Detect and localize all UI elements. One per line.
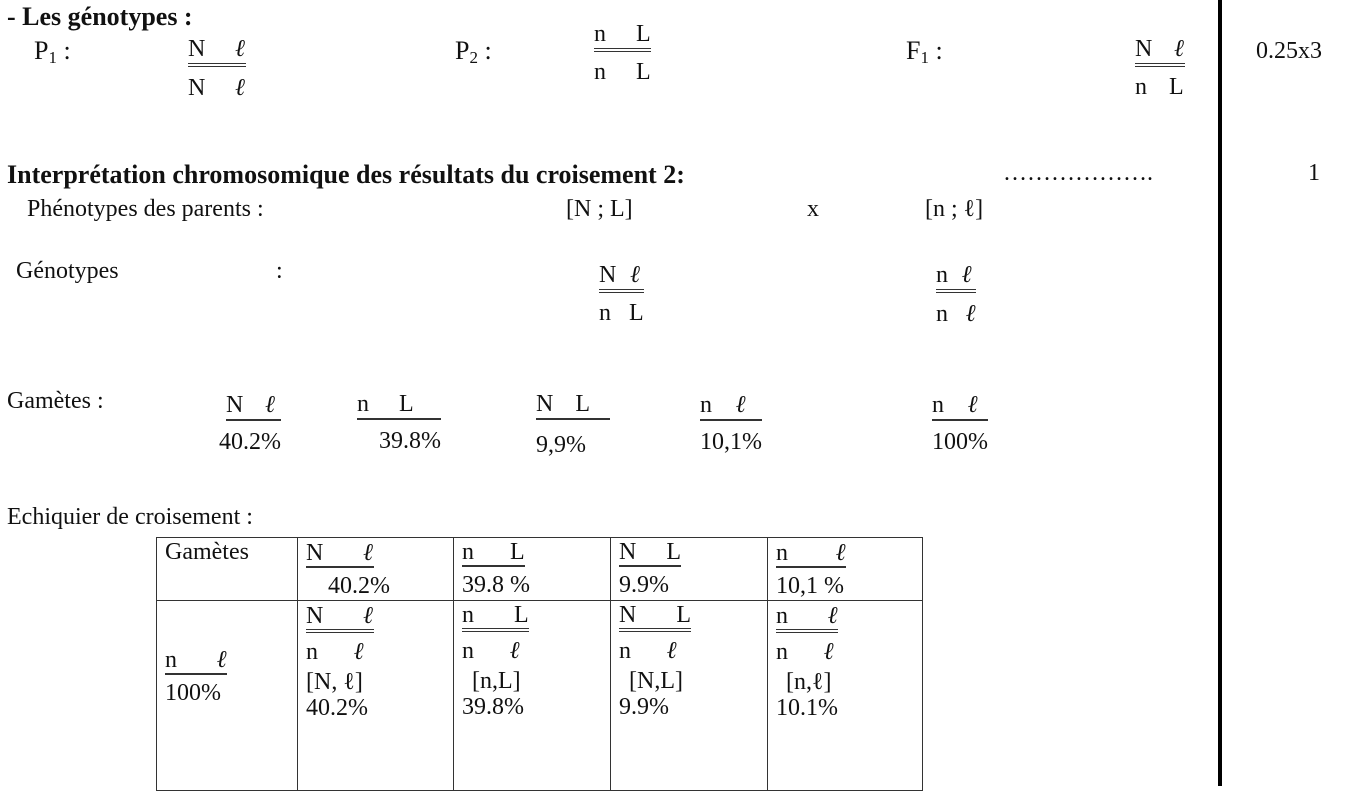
allele: n [1135, 74, 1147, 100]
allele: n [776, 603, 788, 629]
table-header-cell [298, 538, 454, 601]
answer-dots: ………………. [1003, 160, 1153, 186]
allele: n [462, 638, 474, 664]
allele: ℓ [824, 636, 835, 665]
table-corner-cell [157, 538, 298, 601]
allele: L [514, 602, 529, 628]
allele: ℓ [630, 259, 641, 288]
table-header-cell [611, 538, 768, 601]
f1-subscript: 1 [920, 48, 929, 67]
allele: L [629, 300, 644, 326]
allele: n [932, 392, 944, 418]
allele: n [619, 638, 631, 664]
allele: ℓ [836, 537, 847, 566]
allele: ℓ [265, 389, 276, 418]
header-percent: 40.2% [328, 573, 390, 599]
gamete-percent: 100% [932, 429, 988, 455]
allele: N [619, 602, 637, 628]
allele: L [666, 539, 682, 565]
allele: L [636, 59, 651, 85]
score-genotypes: 0.25x3 [1256, 38, 1322, 64]
cross-symbol: x [807, 196, 819, 222]
allele: n [462, 602, 474, 628]
allele: n [776, 639, 788, 665]
phenotype-parent1: [N ; L] [566, 196, 633, 222]
allele: N [599, 262, 617, 288]
margin-separator-line [1218, 0, 1222, 786]
allele: ℓ [510, 635, 521, 664]
allele: n [936, 262, 948, 288]
phenotypes-label: Phénotypes des parents : [27, 196, 264, 222]
offspring-phenotype: [N, ℓ] [306, 669, 363, 695]
allele: ℓ [828, 600, 839, 629]
gametes-label: Gamètes : [7, 388, 104, 414]
offspring-phenotype: [n,ℓ] [786, 669, 832, 695]
allele: N [188, 36, 206, 62]
offspring-percent: 10.1% [776, 695, 838, 721]
genotype-parent1 [599, 259, 644, 326]
table-header-row [157, 538, 923, 601]
allele: n [594, 21, 606, 47]
allele: ℓ [966, 298, 977, 327]
interpretation-heading: Interprétation chromosomique des résultats du croisement 2: [7, 160, 685, 189]
allele: ℓ [235, 72, 246, 101]
gamete-1 [219, 389, 281, 455]
offspring-percent: 9.9% [619, 694, 669, 720]
f1-colon: : [928, 36, 943, 65]
gamete-2 [357, 392, 441, 453]
corner-label: Gamètes [165, 539, 249, 565]
allele: L [575, 391, 591, 417]
allele: N [226, 392, 244, 418]
allele: ℓ [354, 636, 365, 665]
phenotype-parent2 [925, 196, 983, 223]
allele: ℓ [363, 600, 374, 629]
allele: L [1169, 74, 1184, 100]
allele: n [306, 639, 318, 665]
gamete-percent: 40.2% [219, 429, 281, 455]
p1-letter: P [34, 36, 49, 65]
offspring-percent: 39.8% [462, 694, 524, 720]
allele: N [306, 603, 324, 629]
offspring-phenotype: [N,L] [629, 668, 683, 694]
allele: n [936, 301, 948, 327]
p1-label [34, 36, 71, 68]
p2-label [455, 36, 492, 68]
allele: L [636, 21, 651, 47]
allele: L [676, 602, 692, 628]
genotypes-heading: - Les génotypes : [7, 2, 193, 31]
genotypes-label: Génotypes [16, 258, 119, 284]
header-percent: 9.9% [619, 572, 669, 598]
f1-label [906, 36, 943, 68]
allele: ℓ [363, 537, 374, 566]
allele: ℓ [962, 259, 973, 288]
gamete-percent: 39.8% [379, 428, 441, 454]
p2-genotype [594, 22, 651, 84]
allele: N [188, 75, 206, 101]
allele: N [536, 391, 554, 417]
allele: n [165, 647, 177, 673]
allele: n [357, 391, 369, 417]
gamete-3 [536, 392, 610, 457]
p1-colon: : [56, 36, 71, 65]
allele: n [700, 392, 712, 418]
allele: n [599, 300, 611, 326]
table-cell-offspring [454, 601, 611, 791]
f1-genotype [1135, 33, 1185, 100]
allele: L [399, 391, 414, 417]
f1-letter: F [906, 36, 921, 65]
header-percent: 39.8 % [462, 572, 530, 598]
allele: ℓ [968, 389, 979, 418]
allele: n [462, 539, 474, 565]
p2-subscript: 2 [469, 48, 478, 67]
allele: N [1135, 36, 1153, 62]
genotypes-colon: : [276, 258, 283, 284]
gamete-5 [932, 389, 988, 455]
offspring-phenotype: [n,L] [472, 668, 521, 694]
echiquier-label: Echiquier de croisement : [7, 504, 253, 530]
allele: n [594, 59, 606, 85]
row-gamete-percent: 100% [165, 680, 221, 706]
p2-letter: P [455, 36, 470, 65]
allele: ℓ [736, 389, 747, 418]
offspring-percent: 40.2% [306, 695, 368, 721]
table-header-cell [768, 538, 923, 601]
allele: ℓ [217, 644, 228, 673]
gamete-percent: 9,9% [536, 432, 586, 458]
table-row [157, 601, 923, 791]
gamete-percent: 10,1% [700, 429, 762, 455]
p1-subscript: 1 [48, 48, 57, 67]
header-percent: 10,1 % [776, 573, 844, 599]
genotype-parent2 [936, 259, 977, 327]
p2-colon: : [477, 36, 492, 65]
table-row-gamete-cell [157, 601, 298, 791]
allele: ℓ [1174, 33, 1185, 62]
table-header-cell [454, 538, 611, 601]
allele: n [776, 540, 788, 566]
gamete-4 [700, 389, 762, 455]
table-cell-offspring [611, 601, 768, 791]
table-cell-offspring [768, 601, 923, 791]
punnett-square-table [156, 537, 923, 791]
allele: L [510, 539, 525, 565]
allele: ℓ [235, 33, 246, 62]
allele: N [619, 539, 637, 565]
allele: ℓ [667, 635, 678, 664]
allele: N [306, 540, 324, 566]
score-interpretation: 1 [1308, 160, 1320, 186]
table-cell-offspring [298, 601, 454, 791]
phenotype-parent2-text: [n ; ℓ] [925, 196, 984, 222]
p1-genotype [188, 33, 246, 101]
